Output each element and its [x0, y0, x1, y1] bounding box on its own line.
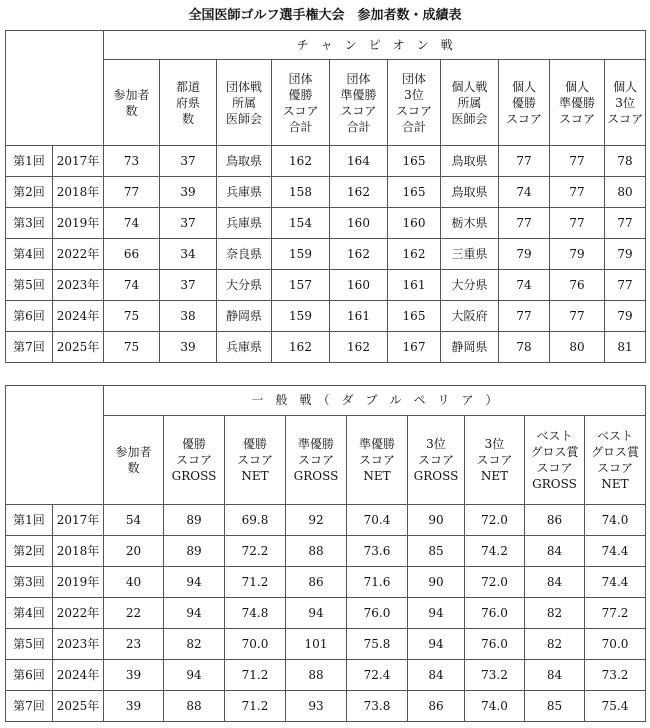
table-cell: 74.2: [465, 536, 525, 567]
table-cell: 88: [164, 691, 225, 722]
table-row: [6, 691, 646, 722]
table-cell: 162: [388, 239, 441, 270]
year-label: 2025年: [53, 691, 104, 722]
table-cell: 71.2: [225, 567, 286, 598]
round-label: 第3回: [6, 567, 53, 598]
table-cell: 82: [525, 598, 585, 629]
table-cell: 165: [388, 146, 441, 177]
table-cell: 三重県: [441, 239, 499, 270]
table-cell: 94: [286, 598, 347, 629]
column-header: ベスト グロス賞 スコア GROSS: [525, 416, 585, 505]
round-label: 第2回: [6, 177, 53, 208]
table-cell: 39: [104, 660, 164, 691]
year-label: 2017年: [53, 146, 104, 177]
page-title: 全国医師ゴルフ選手権大会 参加者数・成績表: [188, 8, 462, 23]
year-label: 2024年: [53, 660, 104, 691]
table-cell: 72.0: [465, 567, 525, 598]
table-cell: 大分県: [441, 270, 499, 301]
table-cell: 75: [104, 301, 160, 332]
table-cell: 90: [408, 567, 465, 598]
table-cell: 154: [272, 208, 330, 239]
table-row: [6, 536, 646, 567]
round-label: 第1回: [6, 505, 53, 536]
table-cell: 84: [408, 660, 465, 691]
table-cell: 162: [272, 146, 330, 177]
table-cell: 74: [104, 270, 160, 301]
table-cell: 71.2: [225, 691, 286, 722]
table-cell: 77: [550, 146, 605, 177]
year-label: 2025年: [53, 332, 104, 363]
table-cell: 77: [499, 301, 550, 332]
table-cell: 72.4: [347, 660, 408, 691]
table-row: [6, 208, 646, 239]
table-cell: 160: [388, 208, 441, 239]
table-cell: 77: [605, 208, 646, 239]
table-cell: 鳥取県: [441, 146, 499, 177]
table-cell: 79: [605, 301, 646, 332]
table-cell: 76.0: [347, 598, 408, 629]
round-label: 第4回: [6, 598, 53, 629]
table-cell: 71.2: [225, 660, 286, 691]
table-cell: 奈良県: [217, 239, 272, 270]
column-header: 団体 優勝 スコア 合計: [272, 60, 330, 146]
table-cell: 74.8: [225, 598, 286, 629]
table-cell: 71.6: [347, 567, 408, 598]
table-cell: 69.8: [225, 505, 286, 536]
table-cell: 72.2: [225, 536, 286, 567]
table-cell: 22: [104, 598, 164, 629]
round-label: 第7回: [6, 691, 53, 722]
table-cell: 79: [550, 239, 605, 270]
table-cell: 75: [104, 332, 160, 363]
year-label: 2017年: [53, 505, 104, 536]
table-row: [6, 567, 646, 598]
table-cell: 77: [550, 301, 605, 332]
table-cell: 157: [272, 270, 330, 301]
table-cell: 66: [104, 239, 160, 270]
table-row: [6, 598, 646, 629]
table-cell: 74.0: [465, 691, 525, 722]
column-header: 優勝 スコア GROSS: [164, 416, 225, 505]
header-corner: [6, 31, 104, 146]
table-cell: 37: [160, 146, 217, 177]
table-cell: 兵庫県: [217, 177, 272, 208]
table-cell: 栃木県: [441, 208, 499, 239]
table-cell: 86: [525, 505, 585, 536]
table-cell: 88: [286, 536, 347, 567]
round-label: 第5回: [6, 629, 53, 660]
column-header: 個人 優勝 スコア: [499, 60, 550, 146]
table-cell: 164: [330, 146, 388, 177]
table-cell: 76.0: [465, 629, 525, 660]
column-header: 参加者 数: [104, 416, 164, 505]
table-cell: 162: [330, 239, 388, 270]
column-header: 団体 3位 スコア 合計: [388, 60, 441, 146]
column-header: 個人 準優勝 スコア: [550, 60, 605, 146]
table-cell: 大阪府: [441, 301, 499, 332]
year-label: 2022年: [53, 239, 104, 270]
table-row: [6, 660, 646, 691]
table-cell: 77.2: [585, 598, 646, 629]
year-label: 2018年: [53, 536, 104, 567]
round-label: 第2回: [6, 536, 53, 567]
table-cell: 84: [525, 660, 585, 691]
year-label: 2022年: [53, 598, 104, 629]
year-label: 2023年: [53, 270, 104, 301]
column-header: 団体戦 所属 医師会: [217, 60, 272, 146]
round-label: 第6回: [6, 660, 53, 691]
table-cell: 73.2: [585, 660, 646, 691]
table-cell: 78: [499, 332, 550, 363]
table-cell: 54: [104, 505, 164, 536]
table-cell: 89: [164, 505, 225, 536]
table-cell: 74: [499, 270, 550, 301]
table-cell: 75.4: [585, 691, 646, 722]
table-cell: 73: [104, 146, 160, 177]
round-label: 第5回: [6, 270, 53, 301]
table-cell: 93: [286, 691, 347, 722]
round-label: 第6回: [6, 301, 53, 332]
table-cell: 94: [164, 567, 225, 598]
table-cell: 73.8: [347, 691, 408, 722]
table-cell: 38: [160, 301, 217, 332]
table-cell: 78: [605, 146, 646, 177]
table-cell: 77: [499, 208, 550, 239]
table-row: [6, 505, 646, 536]
table-cell: 167: [388, 332, 441, 363]
championship-section-label: チ ャ ン ピ オ ン 戦: [104, 31, 646, 60]
table-cell: 74: [499, 177, 550, 208]
table-cell: 90: [408, 505, 465, 536]
table-cell: 158: [272, 177, 330, 208]
table-row: [6, 270, 646, 301]
table-cell: 159: [272, 301, 330, 332]
column-header: 準優勝 スコア NET: [347, 416, 408, 505]
table-cell: 74.4: [585, 567, 646, 598]
column-header: 団体 準優勝 スコア 合計: [330, 60, 388, 146]
column-header: 参加者 数: [104, 60, 160, 146]
table-cell: 101: [286, 629, 347, 660]
table-cell: 77: [605, 270, 646, 301]
table-cell: 94: [164, 660, 225, 691]
table-cell: 34: [160, 239, 217, 270]
championship-rows: [6, 146, 646, 363]
round-label: 第1回: [6, 146, 53, 177]
column-header: 個人戦 所属 医師会: [441, 60, 499, 146]
column-header: 3位 スコア GROSS: [408, 416, 465, 505]
year-label: 2019年: [53, 567, 104, 598]
round-label: 第3回: [6, 208, 53, 239]
table-row: [6, 332, 646, 363]
general-rows: [6, 505, 646, 722]
table-cell: 76.0: [465, 598, 525, 629]
table-cell: 77: [550, 177, 605, 208]
table-cell: 74.4: [585, 536, 646, 567]
table-cell: 82: [525, 629, 585, 660]
table-cell: 37: [160, 270, 217, 301]
table-cell: 72.0: [465, 505, 525, 536]
table-cell: 77: [550, 208, 605, 239]
table-cell: 160: [330, 208, 388, 239]
table-row: [6, 146, 646, 177]
table-cell: 37: [160, 208, 217, 239]
table-cell: 165: [388, 301, 441, 332]
table-cell: 39: [160, 177, 217, 208]
table-cell: 84: [525, 536, 585, 567]
table-cell: 86: [286, 567, 347, 598]
table-cell: 23: [104, 629, 164, 660]
table-cell: 161: [330, 301, 388, 332]
table-row: [6, 301, 646, 332]
round-label: 第4回: [6, 239, 53, 270]
table-cell: 79: [605, 239, 646, 270]
table-cell: 94: [408, 598, 465, 629]
table-cell: 鳥取県: [441, 177, 499, 208]
table-cell: 兵庫県: [217, 332, 272, 363]
table-cell: 73.6: [347, 536, 408, 567]
column-header: 優勝 スコア NET: [225, 416, 286, 505]
general-section-label: 一 般 戦 （ ダ ブ ル ペ リ ア ）: [104, 386, 646, 416]
table-cell: 80: [550, 332, 605, 363]
table-cell: 76: [550, 270, 605, 301]
table-cell: 静岡県: [217, 301, 272, 332]
table-cell: 73.2: [465, 660, 525, 691]
round-label: 第7回: [6, 332, 53, 363]
table-cell: 静岡県: [441, 332, 499, 363]
table-cell: 77: [104, 177, 160, 208]
column-header: 3位 スコア NET: [465, 416, 525, 505]
column-header: 準優勝 スコア GROSS: [286, 416, 347, 505]
table-cell: 兵庫県: [217, 208, 272, 239]
year-label: 2019年: [53, 208, 104, 239]
table-cell: 70.0: [585, 629, 646, 660]
table-cell: 81: [605, 332, 646, 363]
table-cell: 77: [499, 146, 550, 177]
table-cell: 40: [104, 567, 164, 598]
table-cell: 162: [330, 332, 388, 363]
column-header: 都道 府県 数: [160, 60, 217, 146]
table-cell: 159: [272, 239, 330, 270]
table-cell: 161: [388, 270, 441, 301]
table-cell: 大分県: [217, 270, 272, 301]
table-cell: 84: [525, 567, 585, 598]
table-cell: 160: [330, 270, 388, 301]
header-corner: [6, 386, 104, 505]
table-cell: 165: [388, 177, 441, 208]
year-label: 2018年: [53, 177, 104, 208]
table-cell: 89: [164, 536, 225, 567]
table-cell: 92: [286, 505, 347, 536]
table-row: [6, 629, 646, 660]
table-cell: 85: [408, 536, 465, 567]
table-cell: 74: [104, 208, 160, 239]
table-cell: 82: [164, 629, 225, 660]
table-row: [6, 239, 646, 270]
year-label: 2024年: [53, 301, 104, 332]
table-cell: 20: [104, 536, 164, 567]
general-table: [5, 385, 646, 722]
table-cell: 162: [330, 177, 388, 208]
table-cell: 94: [408, 629, 465, 660]
table-cell: 39: [160, 332, 217, 363]
column-header: 個人 3位 スコア: [605, 60, 646, 146]
table-cell: 75.8: [347, 629, 408, 660]
table-cell: 86: [408, 691, 465, 722]
table-cell: 162: [272, 332, 330, 363]
year-label: 2023年: [53, 629, 104, 660]
table-cell: 94: [164, 598, 225, 629]
table-cell: 74.0: [585, 505, 646, 536]
table-cell: 79: [499, 239, 550, 270]
table-cell: 70.4: [347, 505, 408, 536]
championship-table: [5, 30, 646, 363]
table-cell: 80: [605, 177, 646, 208]
table-cell: 85: [525, 691, 585, 722]
table-cell: 39: [104, 691, 164, 722]
table-cell: 88: [286, 660, 347, 691]
table-cell: 70.0: [225, 629, 286, 660]
column-header: ベスト グロス賞 スコア NET: [585, 416, 646, 505]
table-cell: 鳥取県: [217, 146, 272, 177]
table-row: [6, 177, 646, 208]
